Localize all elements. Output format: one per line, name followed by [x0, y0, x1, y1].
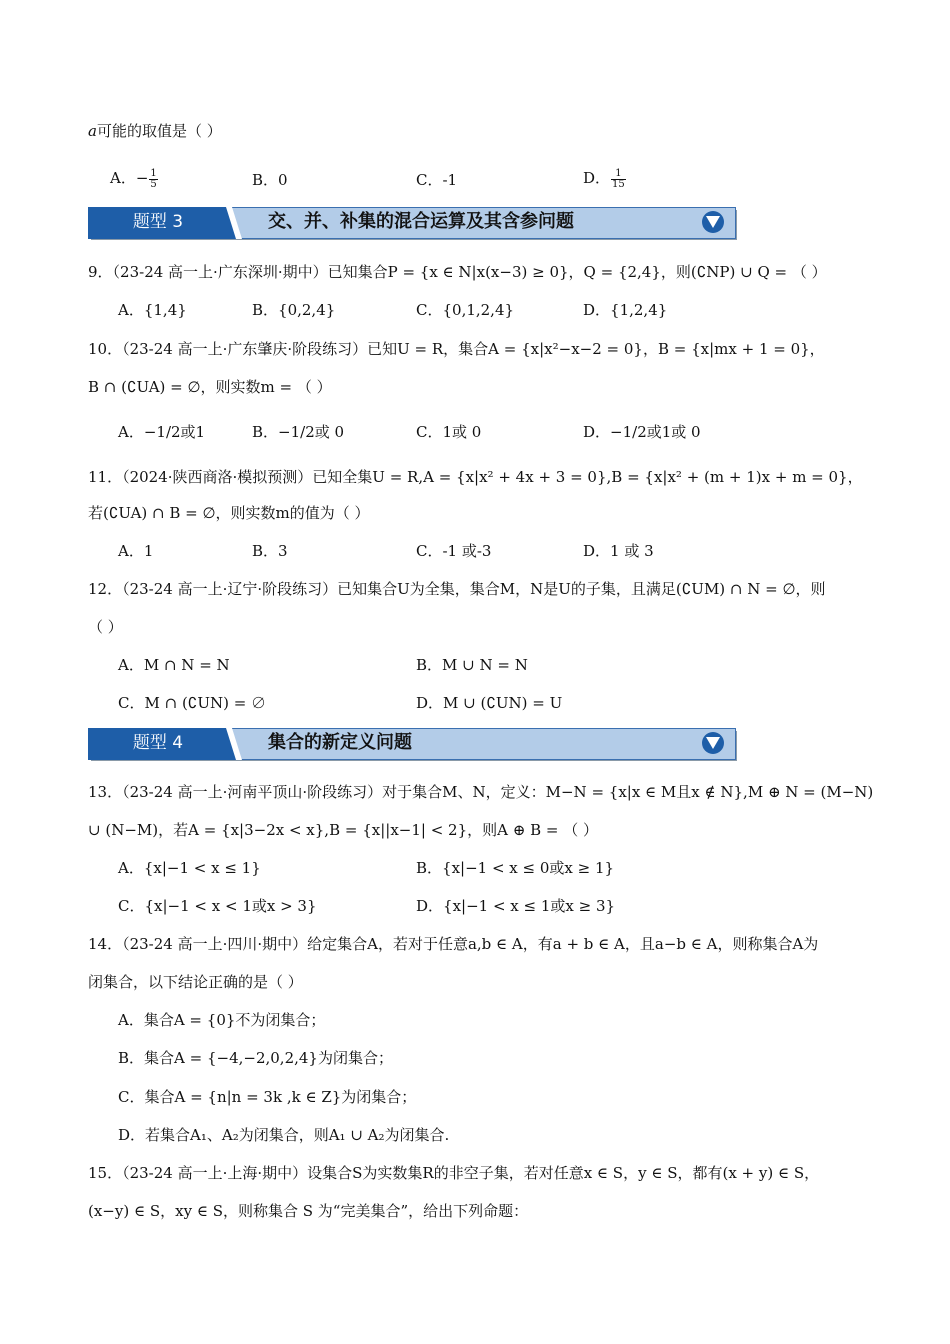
q13-option-a[interactable]: A．{x|−1 < x ≤ 1}: [118, 859, 261, 877]
q10-option-c[interactable]: C．1或 0: [416, 423, 482, 441]
banner-tag-text: 题型 4: [132, 733, 184, 753]
q13-option-d[interactable]: D．{x|−1 < x ≤ 1或x ≥ 3}: [416, 897, 616, 915]
q11-stem-line1: 11．（2024·陕西商洛·模拟预测）已知全集U = R,A = {x|x² + 4x + 3 = 0},B = {x|x² + (m + 1)x + m = 0}，: [88, 468, 863, 486]
q12-option-d[interactable]: D．M ∪ (∁UN) = U: [416, 694, 563, 712]
q8-d-label: D．: [583, 169, 611, 187]
q8-option-b[interactable]: B．0: [252, 171, 288, 189]
q11-option-b[interactable]: B．3: [252, 542, 288, 560]
q11-option-c[interactable]: C．-1 或-3: [416, 542, 492, 560]
section-banner-3: [88, 207, 736, 240]
q14-option-b[interactable]: B．集合A = {−4,−2,0,2,4}为闭集合；: [118, 1049, 393, 1067]
q14-stem-line1: 14．（23-24 高一上·四川·期中）给定集合A，若对于任意a,b ∈ A，有a + b ∈ A，且a−b ∈ A，则称集合A为: [88, 935, 819, 953]
q14-stem-line2: 闭集合，以下结论正确的是（ ）: [88, 973, 303, 991]
q11-option-a[interactable]: A．1: [118, 542, 154, 560]
q12-stem-line1: 12．（23-24 高一上·辽宁·阶段练习）已知集合U为全集，集合M，N是U的子集，且满足(∁UM) ∩ N = ∅，则: [88, 580, 826, 598]
q12-option-b[interactable]: B．M ∪ N = N: [416, 656, 528, 674]
q10-option-d[interactable]: D．−1/2或1或 0: [583, 423, 701, 441]
q8-option-a[interactable]: A．− $\frac{1}{5}$: [110, 167, 157, 190]
intro-line: a可能的取值是（ ）: [88, 122, 222, 140]
q9-option-b[interactable]: B．{0,2,4}: [252, 301, 336, 319]
q12-stem-line2: （ ）: [88, 618, 123, 636]
q10-option-b[interactable]: B．−1/2或 0: [252, 423, 345, 441]
q14-option-d[interactable]: D．若集合A₁、A₂为闭集合，则A₁ ∪ A₂为闭集合.: [118, 1126, 450, 1144]
collapse-triangle-icon[interactable]: [702, 732, 724, 754]
q14-option-a[interactable]: A．集合A = {0}不为闭集合；: [118, 1011, 326, 1029]
q10-stem-line2: B ∩ (∁UA) = ∅，则实数m = （ ）: [88, 378, 332, 396]
q15-stem-line2: (x−y) ∈ S，xy ∈ S，则称集合 S 为“完美集合”，给出下列命题：: [88, 1202, 529, 1220]
q15-stem-line1: 15．（23-24 高一上·上海·期中）设集合S为实数集R的非空子集，若对任意x ∈ S，y ∈ S，都有(x + y) ∈ S，: [88, 1164, 820, 1182]
q13-option-c[interactable]: C．{x|−1 < x < 1或x > 3}: [118, 897, 317, 915]
q9-option-c[interactable]: C．{0,1,2,4}: [416, 301, 515, 319]
q10-option-a[interactable]: A．−1/2或1: [118, 423, 206, 441]
q10-stem-line1: 10．（23-24 高一上·广东肇庆·阶段练习）已知U = R，集合A = {x|x²−x−2 = 0}，B = {x|mx + 1 = 0}，: [88, 340, 825, 358]
q8-option-c[interactable]: C．-1: [416, 171, 458, 189]
q14-option-c[interactable]: C．集合A = {n|n = 3k ,k ∈ Z}为闭集合；: [118, 1088, 417, 1106]
q12-option-a[interactable]: A．M ∩ N = N: [118, 656, 230, 674]
q12-option-c[interactable]: C．M ∩ (∁UN) = ∅: [118, 694, 267, 712]
section-banner-4: [88, 728, 736, 761]
q11-stem-line2: 若(∁UA) ∩ B = ∅，则实数m的值为（ ）: [88, 504, 370, 522]
collapse-triangle-icon[interactable]: [702, 211, 724, 233]
q8-a-label: A．: [110, 169, 136, 187]
banner-title: 交、并、补集的混合运算及其含参问题: [268, 211, 574, 232]
intro-text: 可能的取值是（ ）: [96, 122, 222, 140]
q13-stem-line1: 13．（23-24 高一上·河南平顶山·阶段练习）对于集合M、N，定义：M−N = {x|x ∈ M且x ∉ N},M ⊕ N = (M−N): [88, 783, 874, 801]
q8-option-d[interactable]: D． $\frac{1}{15}$: [583, 167, 625, 190]
q13-stem-line2: ∪ (N−M)，若A = {x|3−2x < x},B = {x||x−1| < 2}，则A ⊕ B = （ ）: [88, 821, 598, 839]
q11-option-d[interactable]: D．1 或 3: [583, 542, 654, 560]
q9-option-d[interactable]: D．{1,2,4}: [583, 301, 668, 319]
q13-option-b[interactable]: B．{x|−1 < x ≤ 0或x ≥ 1}: [416, 859, 615, 877]
q9-option-a[interactable]: A．{1,4}: [118, 301, 187, 319]
banner-title: 集合的新定义问题: [268, 732, 412, 753]
q9-stem: 9．（23-24 高一上·广东深圳·期中）已知集合P = {x ∈ N|x(x−3) ≥ 0}，Q = {2,4}，则(∁NP) ∪ Q = （ ）: [88, 263, 827, 281]
banner-tag-text: 题型 3: [132, 212, 184, 232]
